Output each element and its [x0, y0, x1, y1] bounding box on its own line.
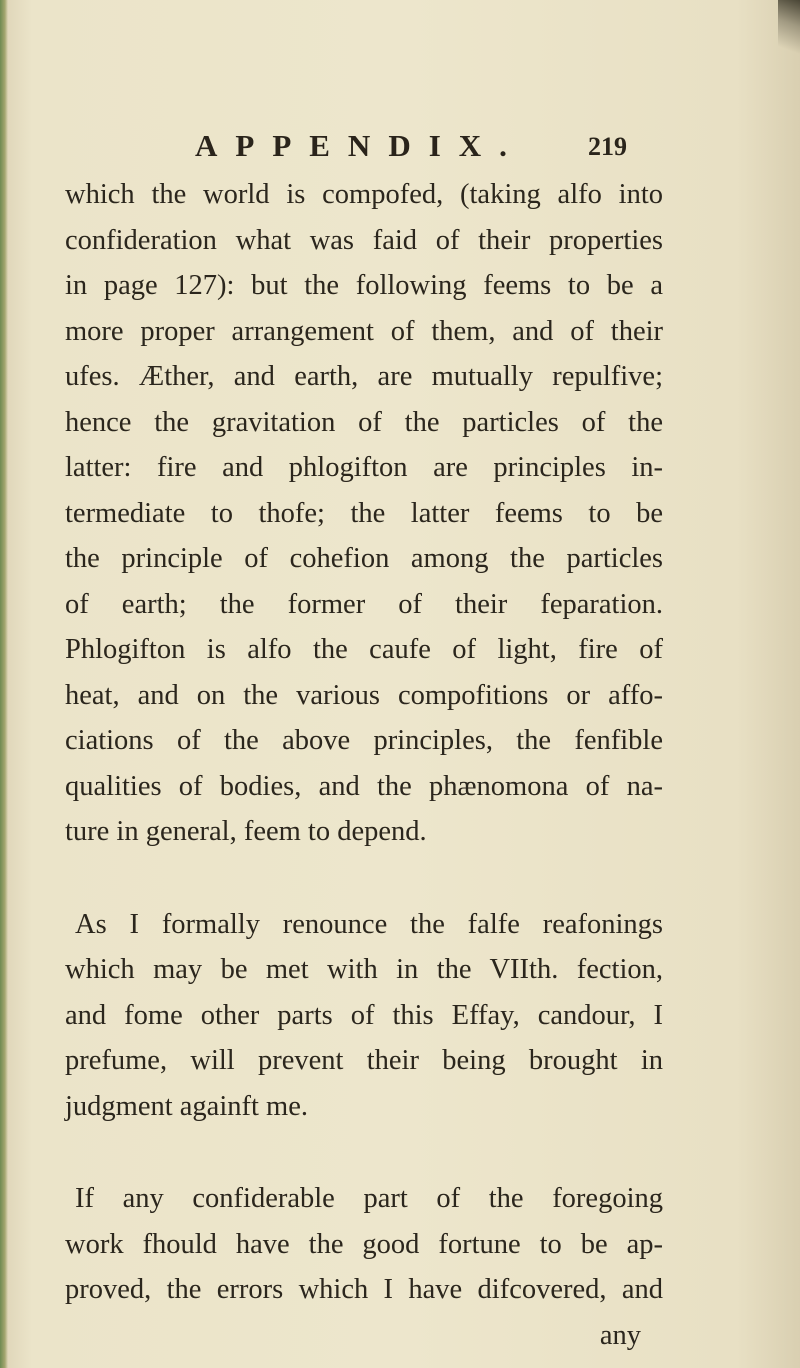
text-line: latter: fire and phlogifton are principles in-: [65, 452, 663, 483]
paragraph-3: [65, 1176, 663, 1358]
paragraph-gap: [65, 1129, 663, 1176]
text-line: ciations of the above principles, the fenfible: [65, 725, 663, 756]
text-line: of earth; the former of their feparation.: [65, 588, 663, 620]
text-line: As I formally renounce the falfe reafonings: [75, 908, 663, 940]
text-line: Phlogifton is alfo the caufe of light, fire of: [65, 634, 663, 665]
text-line: confideration what was faid of their properties: [65, 224, 663, 256]
text-line: which the world is compofed, (taking alfo into: [65, 179, 663, 210]
text-line: judgment againft me.: [65, 1090, 308, 1122]
running-head: APPENDIX.: [195, 128, 525, 163]
catchword: any: [599, 1319, 641, 1351]
text-line: which may be met with in the VIIth. fection,: [65, 954, 663, 985]
text-line: in page 127): but the following feems to be a: [65, 270, 663, 301]
text-line: prefume, will prevent their being brought in: [65, 1045, 663, 1076]
text-line: work fhould have the good fortune to be ap-: [65, 1228, 663, 1260]
page-number: 219: [588, 132, 627, 161]
text-line: more proper arrangement of them, and of their: [65, 315, 663, 347]
text-line: the principle of cohefion among the particles: [65, 543, 663, 574]
page-header: [0, 128, 800, 168]
text-line: termediate to thofe; the latter feems to be: [65, 497, 663, 529]
body-text: [65, 172, 663, 1358]
paragraph-1: [65, 172, 663, 855]
paragraph-gap: [65, 855, 663, 902]
text-line: ture in general, feem to depend.: [65, 816, 427, 847]
page-edge-shadow: [0, 0, 8, 1368]
text-line: proved, the errors which I have difcovered, and: [65, 1274, 663, 1305]
text-line: and fome other parts of this Effay, candour, I: [65, 999, 663, 1031]
text-line: If any confiderable part of the foregoing: [75, 1183, 663, 1214]
text-line: heat, and on the various compofitions or affo-: [65, 679, 663, 711]
text-line: hence the gravitation of the particles of the: [65, 406, 663, 438]
paragraph-2: [65, 902, 663, 1130]
page-corner-shadow: [778, 0, 800, 60]
text-line: ufes. Æther, and earth, are mutually repulfive;: [65, 361, 663, 392]
text-line: qualities of bodies, and the phænomona of na-: [65, 770, 663, 802]
